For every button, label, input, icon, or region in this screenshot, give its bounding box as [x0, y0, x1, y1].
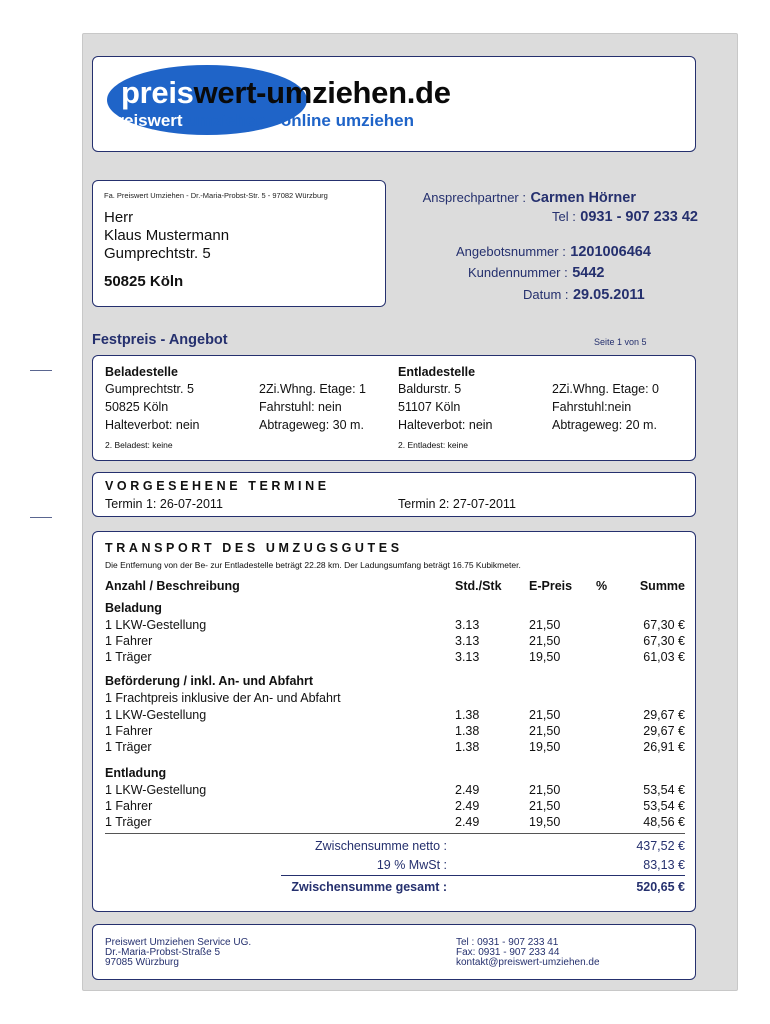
row-std: 2.49: [455, 783, 480, 797]
margin-mark-bottom: [30, 517, 52, 518]
table-row: [93, 740, 695, 756]
footer-street: Dr.-Maria-Probst-Straße 5: [105, 947, 221, 958]
row-price: 19,50: [529, 815, 561, 829]
date-label: Datum :: [523, 287, 569, 302]
load-street: Gumprechtstr. 5: [105, 382, 194, 396]
load-abtrageweg: Abtrageweg: 30 m.: [259, 418, 364, 432]
unload-halteverbot: Halteverbot: nein: [398, 418, 493, 432]
contact-person-row: [423, 189, 636, 207]
table-row: [93, 815, 695, 831]
gesamt-value: 520,65 €: [636, 880, 685, 894]
logo-tagline-part2: umziehen - online umziehen: [182, 111, 415, 130]
page-info: Seite 1 von 5: [594, 337, 647, 347]
load-city: 50825 Köln: [105, 400, 169, 414]
offer-title: Festpreis - Angebot: [92, 332, 228, 348]
row-sum: 53,54 €: [643, 783, 685, 797]
locations-box: [92, 355, 696, 461]
mwst-value: 83,13 €: [643, 858, 685, 872]
row-description: 1 LKW-Gestellung: [105, 783, 207, 797]
row-price: 19,50: [529, 740, 561, 754]
date-termin-1: Termin 1: 26-07-2011: [105, 497, 223, 511]
header-price: E-Preis: [529, 579, 573, 593]
margin-mark-top: [30, 370, 52, 371]
unload-second: 2. Entladest: keine: [398, 440, 468, 450]
dates-title: VORGESEHENE TERMINE: [105, 479, 330, 493]
gesamt-divider: [281, 875, 685, 876]
row-std: 3.13: [455, 618, 480, 632]
load-wohnung: 2Zi.Whng. Etage: 1: [259, 382, 367, 396]
load-second: 2. Beladest: keine: [105, 440, 173, 450]
unload-abtrageweg: Abtrageweg: 20 m.: [552, 418, 657, 432]
row-description: 1 Träger: [105, 740, 152, 754]
contact-tel-label: Tel :: [551, 209, 576, 224]
row-description: 1 Frachtpreis inklusive der An- und Abfahrt: [105, 691, 341, 705]
table-header: [93, 579, 695, 595]
header-std: Std./Stk: [455, 579, 502, 593]
date-row: [523, 286, 645, 304]
logo-title: [121, 75, 451, 111]
header-description: Anzahl / Beschreibung: [105, 579, 240, 593]
row-std: 3.13: [455, 650, 480, 664]
logo-tagline-part1: preiswert: [107, 111, 183, 130]
footer-tel: Tel : 0931 - 907 233 41: [456, 937, 559, 948]
row-price: 21,50: [529, 724, 561, 738]
customer-number-row: [468, 264, 604, 282]
table-row: [93, 783, 695, 799]
logo-title-part1: preis: [121, 75, 194, 110]
load-title: Beladestelle: [105, 365, 178, 379]
sender-line: Fa. Preiswert Umziehen - Dr.-Maria-Probst-Str. 5 - 97082 Würzburg: [104, 191, 328, 200]
totals-divider: [105, 833, 685, 834]
row-price: 19,50: [529, 650, 561, 664]
row-sum: 26,91 €: [643, 740, 685, 754]
section-title: [93, 766, 695, 782]
logo-title-part2: wert-umziehen.de: [193, 75, 451, 110]
table-row: [93, 618, 695, 634]
table-row: [93, 650, 695, 666]
contact-person-label: Ansprechpartner :: [422, 190, 526, 205]
row-std: 1.38: [455, 724, 480, 738]
contact-tel-row: [552, 208, 698, 226]
table-row: [93, 708, 695, 724]
header-sum: Summe: [639, 579, 685, 593]
table-row: [93, 724, 695, 740]
footer-email[interactable]: kontakt@preiswert-umziehen.de: [456, 957, 600, 968]
offer-number-row: [456, 243, 651, 261]
row-sum: 53,54 €: [643, 799, 685, 813]
unload-wohnung: 2Zi.Whng. Etage: 0: [552, 382, 660, 396]
netto-label: Zwischensumme netto :: [315, 839, 447, 853]
row-std: 2.49: [455, 799, 480, 813]
offer-date: 29.05.2011: [572, 287, 645, 303]
section-title: [93, 601, 695, 617]
gesamt-label: Zwischensumme gesamt :: [291, 880, 447, 894]
date-termin-2: Termin 2: 27-07-2011: [398, 497, 516, 511]
logo-tagline: [107, 111, 414, 131]
row-description: 1 Träger: [105, 650, 152, 664]
row-sum: 48,56 €: [643, 815, 685, 829]
row-sum: 67,30 €: [643, 618, 685, 632]
row-price: 21,50: [529, 634, 561, 648]
row-sum: 67,30 €: [643, 634, 685, 648]
document-page: [82, 33, 738, 991]
row-description: 1 Fahrer: [105, 724, 153, 738]
contact-person: Carmen Hörner: [530, 190, 636, 206]
contact-tel: 0931 - 907 233 42: [580, 209, 698, 225]
footer-company: Preiswert Umziehen Service UG.: [105, 937, 252, 948]
customer-number: 5442: [572, 265, 605, 281]
row-price: 21,50: [529, 708, 561, 722]
row-price: 21,50: [529, 618, 561, 632]
unload-fahrstuhl: Fahrstuhl:nein: [552, 400, 632, 414]
offer-number-label: Angebotsnummer :: [456, 244, 566, 259]
footer-box: [92, 924, 696, 980]
section-title-text: Entladung: [105, 766, 167, 780]
row-description: 1 Träger: [105, 815, 152, 829]
mwst-label: 19 % MwSt :: [376, 858, 447, 872]
section-title: [93, 674, 695, 690]
netto-value: 437,52 €: [636, 839, 685, 853]
row-sum: 29,67 €: [643, 724, 685, 738]
unload-street: Baldurstr. 5: [398, 382, 462, 396]
transport-note: Die Entfernung von der Be- zur Entladestelle beträgt 22.28 km. Der Ladungsumfang beträgt 16.75 Kubikmeter.: [105, 560, 521, 570]
table-row: [93, 691, 695, 707]
row-std: 2.49: [455, 815, 480, 829]
row-std: 3.13: [455, 634, 480, 648]
recipient-salutation: Herr: [104, 209, 134, 226]
header-box: [92, 56, 696, 152]
section-title-text: Beladung: [105, 601, 162, 615]
contact-block: [423, 189, 698, 319]
unload-city: 51107 Köln: [398, 400, 461, 414]
row-std: 1.38: [455, 708, 480, 722]
load-fahrstuhl: Fahrstuhl: nein: [259, 400, 342, 414]
row-description: 1 LKW-Gestellung: [105, 618, 207, 632]
table-row: [93, 799, 695, 815]
recipient-city: 50825 Köln: [104, 273, 184, 290]
row-price: 21,50: [529, 783, 561, 797]
transport-box: [92, 531, 696, 912]
address-box: [92, 180, 386, 307]
footer-city: 97085 Würzburg: [105, 957, 179, 968]
row-description: 1 Fahrer: [105, 634, 153, 648]
recipient-street: Gumprechtstr. 5: [104, 245, 211, 262]
footer-fax: Fax: 0931 - 907 233 44: [456, 947, 560, 958]
dates-box: [92, 472, 696, 517]
header-percent: %: [596, 579, 608, 593]
row-std: 1.38: [455, 740, 480, 754]
row-description: 1 Fahrer: [105, 799, 153, 813]
transport-title: TRANSPORT DES UMZUGSGUTES: [105, 541, 403, 555]
row-sum: 61,03 €: [643, 650, 685, 664]
row-description: 1 LKW-Gestellung: [105, 708, 207, 722]
table-row: [93, 634, 695, 650]
unload-title: Entladestelle: [398, 365, 476, 379]
row-sum: 29,67 €: [643, 708, 685, 722]
customer-number-label: Kundennummer :: [468, 265, 568, 280]
section-title-text: Beförderung / inkl. An- und Abfahrt: [105, 674, 314, 688]
offer-number: 1201006464: [570, 244, 651, 260]
load-halteverbot: Halteverbot: nein: [105, 418, 200, 432]
recipient-name: Klaus Mustermann: [104, 227, 230, 244]
row-price: 21,50: [529, 799, 561, 813]
